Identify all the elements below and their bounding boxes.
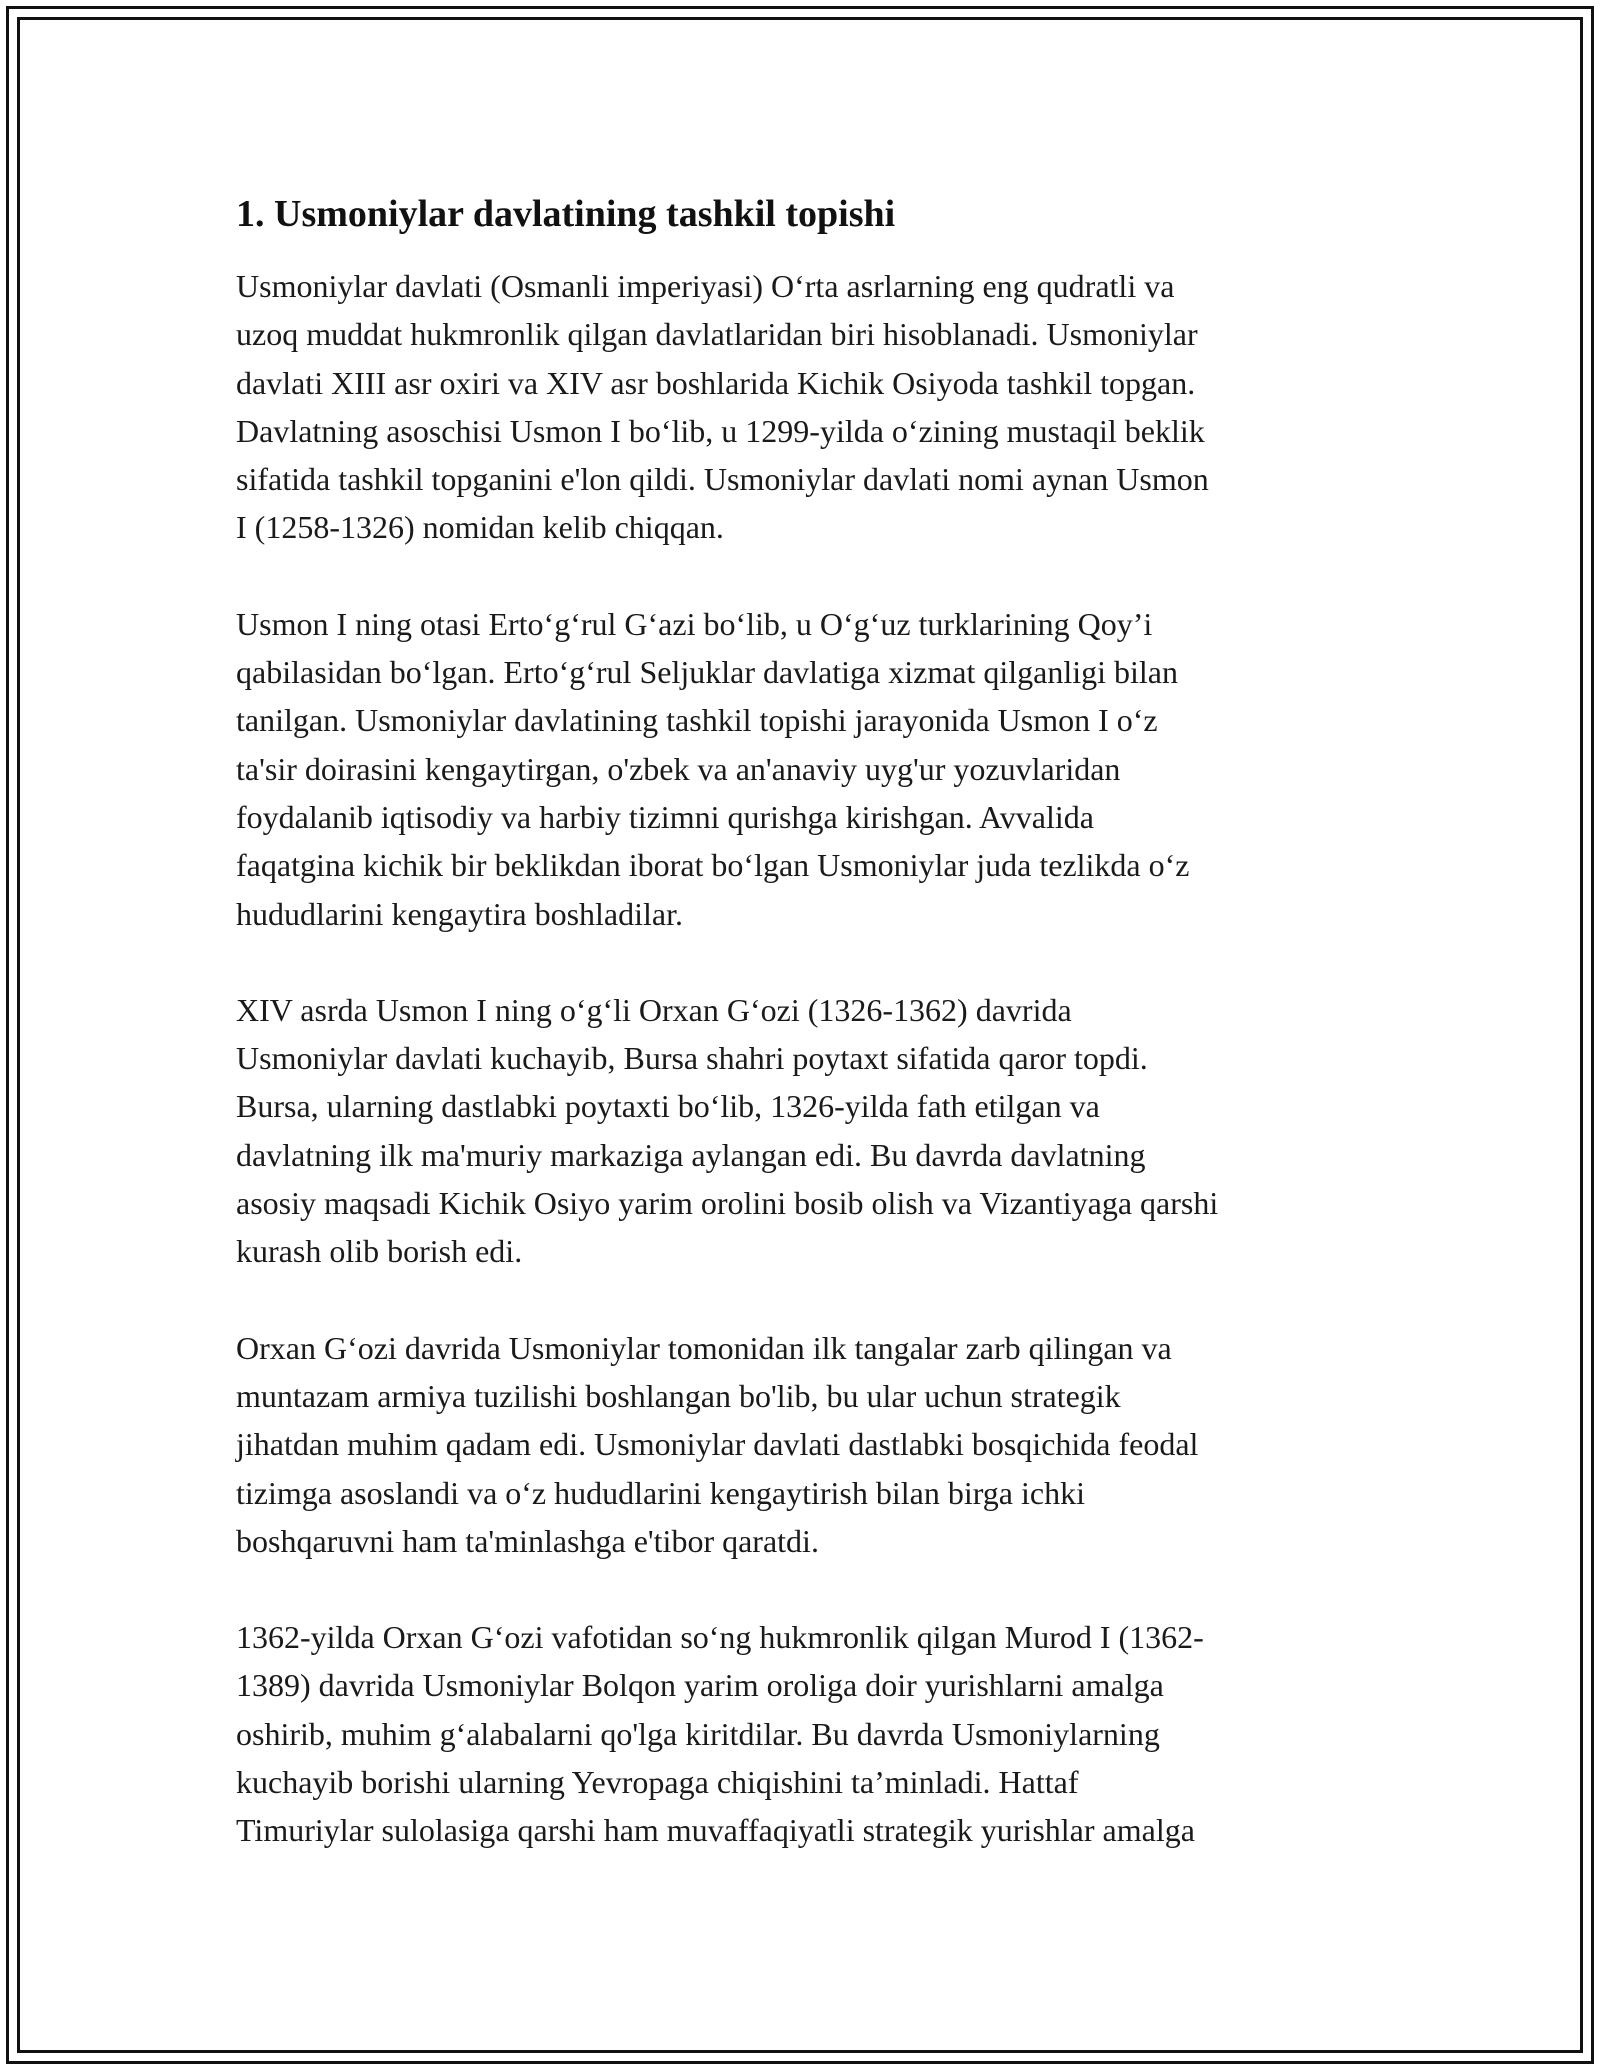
text-line: uzoq muddat hukmronlik qilgan davlatlaridan biri hisoblanadi. Usmoniylar xyxy=(236,316,1198,353)
text-line: I (1258-1326) nomidan kelib chiqqan. xyxy=(236,509,724,546)
paragraph-3 xyxy=(236,986,1376,1276)
text-line: qabilasidan bo‘lgan. Erto‘g‘rul Seljuklar davlatiga xizmat qilganligi bilan xyxy=(236,654,1178,691)
text-line: davlatning ilk ma'muriy markaziga aylangan edi. Bu davrda davlatning xyxy=(236,1136,1146,1173)
text-line: hududlarini kengaytira boshladilar. xyxy=(236,895,683,932)
document-body xyxy=(236,186,1376,1855)
paragraph-5 xyxy=(236,1613,1376,1854)
text-line: sifatida tashkil topganini e'lon qildi. Usmoniylar davlati nomi aynan Usmon xyxy=(236,461,1209,498)
text-line: XIV asrda Usmon I ning o‘g‘li Orxan G‘ozi (1326-1362) davrida xyxy=(236,991,1072,1028)
text-line: 1389) davrida Usmoniylar Bolqon yarim oroliga doir yurishlarni amalga xyxy=(236,1667,1164,1704)
text-line: asosiy maqsadi Kichik Osiyo yarim orolini bosib olish va Vizantiyaga qarshi xyxy=(236,1185,1219,1222)
text-line: Davlatning asoschisi Usmon I bo‘lib, u 1299-yilda o‘zining mustaqil beklik xyxy=(236,412,1205,449)
text-line: tizimga asoslandi va o‘z hududlarini kengaytirish bilan birga ichki xyxy=(236,1474,1085,1511)
text-line: foydalanib iqtisodiy va harbiy tizimni qurishga kirishgan. Avvalida xyxy=(236,798,1094,835)
text-line: davlati XIII asr oxiri va XIV asr boshlarida Kichik Osiyoda tashkil topgan. xyxy=(236,364,1196,401)
text-line: Timuriylar sulolasiga qarshi ham muvaffaqiyatli strategik yurishlar amalga xyxy=(236,1812,1195,1849)
text-line: Usmoniylar davlati (Osmanli imperiyasi) O‘rta asrlarning eng qudratli va xyxy=(236,268,1175,304)
text-line: Bursa, ularning dastlabki poytaxti bo‘lib, 1326-yilda fath etilgan va xyxy=(236,1088,1100,1125)
text-line: oshirib, muhim g‘alabalarni qo'lga kiritdilar. Bu davrda Usmoniylarning xyxy=(236,1715,1160,1752)
text-line: muntazam armiya tuzilishi boshlangan bo'lib, bu ular uchun strategik xyxy=(236,1377,1121,1414)
text-line: ta'sir doirasini kengaytirgan, o'zbek va an'anaviy uyg'ur yozuvlaridan xyxy=(236,750,1121,787)
text-line: Orxan G‘ozi davrida Usmoniylar tomonidan ilk tangalar zarb qilingan va xyxy=(236,1329,1172,1366)
text-line: tanilgan. Usmoniylar davlatining tashkil topishi jarayonida Usmon I o‘z xyxy=(236,702,1158,739)
text-line: kurash olib borish edi. xyxy=(236,1233,523,1270)
text-line: boshqaruvni ham ta'minlashga e'tibor qaratdi. xyxy=(236,1522,819,1559)
paragraph-2 xyxy=(236,600,1376,938)
text-line: Usmoniylar davlati kuchayib, Bursa shahri poytaxt sifatida qaror topdi. xyxy=(236,1040,1148,1077)
text-line: jihatdan muhim qadam edi. Usmoniylar davlati dastlabki bosqichida feodal xyxy=(236,1426,1199,1463)
section-title: 1. Usmoniylar davlatining tashkil topishi xyxy=(236,193,896,235)
paragraph-1 xyxy=(236,262,1376,552)
text-line: kuchayib borishi ularning Yevropaga chiqishini ta’minladi. Hattaf xyxy=(236,1764,1079,1801)
paragraph-4 xyxy=(236,1324,1376,1565)
text-line: 1362-yilda Orxan G‘ozi vafotidan so‘ng hukmronlik qilgan Murod I (1362- xyxy=(236,1619,1204,1656)
text-line: Usmon I ning otasi Erto‘g‘rul G‘azi bo‘lib, u O‘g‘uz turklarining Qoy’i xyxy=(236,605,1153,642)
text-line: faqatgina kichik bir beklikdan iborat bo‘lgan Usmoniylar juda tezlikda o‘z xyxy=(236,847,1190,884)
